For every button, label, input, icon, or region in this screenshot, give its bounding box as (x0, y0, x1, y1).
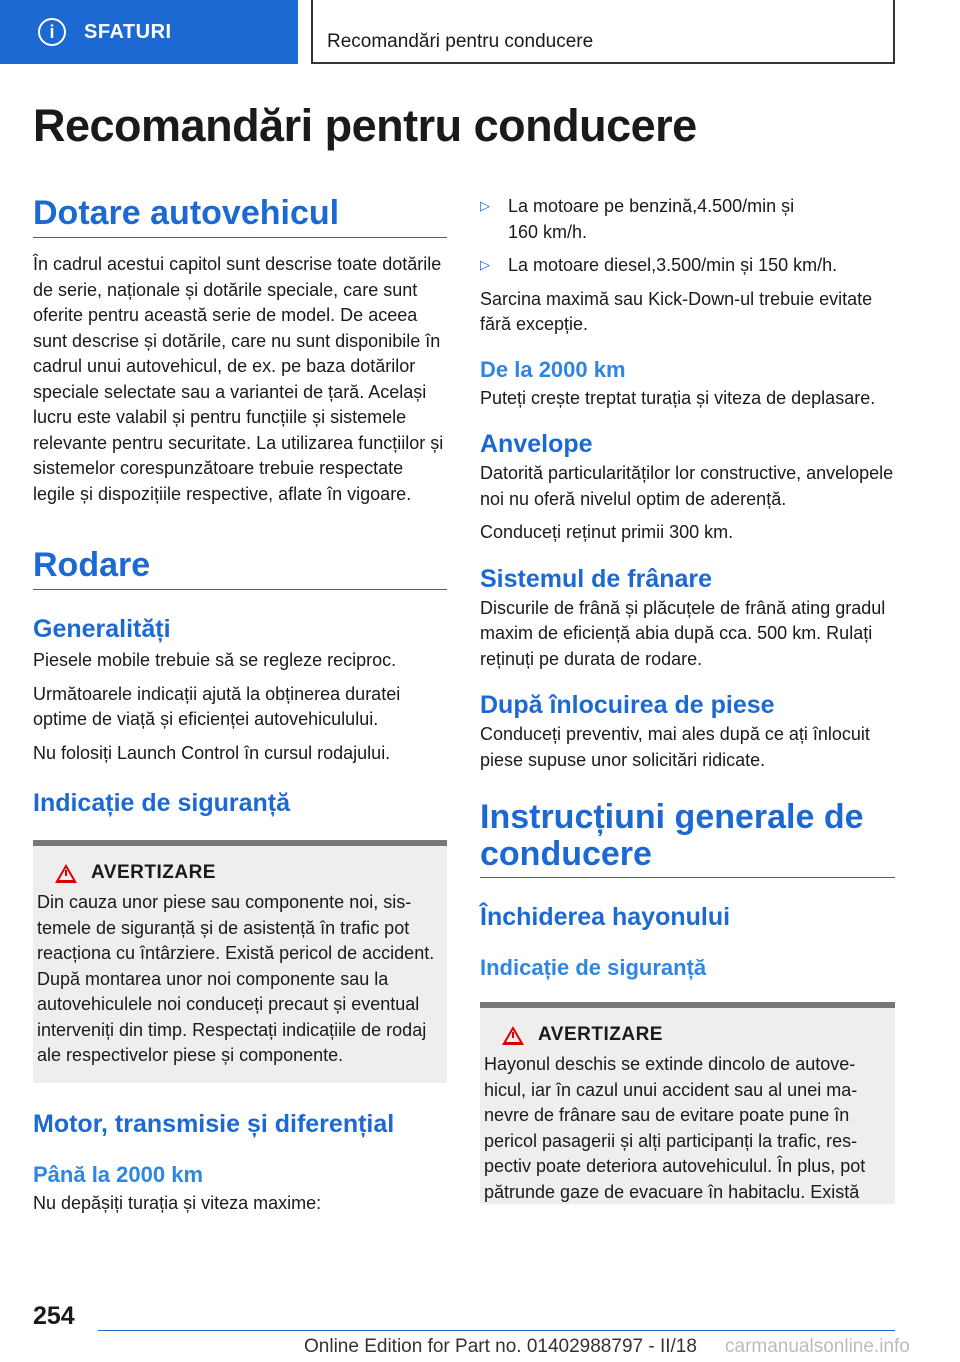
bullet-1: La motoare pe benzină,4.500/min și 160 km/h. (508, 196, 795, 242)
page-number: 254 (33, 1302, 75, 1330)
triangle-bullet-icon: ▷ (480, 198, 490, 213)
footer-edition: Online Edition for Part no. 01402988797 - II/18 (304, 1336, 697, 1357)
warning-text-right: Hayonul deschis se extinde dincolo de autovehicul, iar în cazul unui accident sau al unei manevre de frânare sau de evitare poate pune în pericol pasagerii și alți participanți la trafic, respectiv poate deteriora autovehiculul. În plus, pot pătrunde gaze de evacuare în habitaclu. Există (484, 1054, 866, 1202)
triangle-bullet-icon: ▷ (480, 257, 490, 272)
sarcina-text: Sarcina maximă sau Kick-Down-ul trebuie evitate fără excepție. (480, 288, 873, 334)
footer-rule (98, 1330, 895, 1331)
bullet-2: La motoare diesel,3.500/min și 150 km/h. (508, 255, 838, 275)
list-item (480, 253, 895, 279)
heading-motor: Motor, transmisie și diferențial (33, 1109, 395, 1138)
warning-box-right (480, 1002, 895, 1204)
anvelope-p1: Datorită particularităților lor constructive, anvelopele noi nu oferă nivelul optim de aderență. (480, 463, 894, 509)
heading-safety-right: Indicație de siguranță (480, 955, 707, 980)
warning-text-left: Din cauza unor piese sau componente noi, sistemele de siguranță și de asistență în trafic pot reacționa cu întârziere. Există pericol de accident. După montarea unor noi componente sau la autovehiculele noi conduceți precaut și eventual interveniți din timp. Respectați indicațiile de rodaj ale respectivelor piese și componente. (37, 892, 435, 1065)
warning-triangle-icon (502, 1026, 524, 1045)
header-title: Recomandări pentru conducere (327, 31, 594, 52)
heading-dela: De la 2000 km (480, 356, 626, 382)
list-item (480, 194, 895, 245)
anvelope-p2: Conduceți reținut primii 300 km. (480, 522, 734, 542)
pana-text: Nu depășiți turația și viteza maxime: (33, 1192, 322, 1213)
general-p3: Nu folosiți Launch Control în cursul rodajului. (33, 742, 391, 763)
page-title: Recomandări pentru conducere (33, 100, 697, 151)
heading-pana: Până la 2000 km (33, 1161, 204, 1187)
header-section-tab[interactable] (0, 0, 298, 64)
right-column (480, 194, 895, 1204)
warning-triangle-icon (55, 864, 77, 883)
info-icon: i (38, 18, 66, 46)
warning-title-left: AVERTIZARE (91, 862, 216, 883)
heading-safety-left: Indicație de siguranță (33, 789, 291, 817)
heading-dotare: Dotare autovehicul (33, 193, 447, 238)
dotare-text: În cadrul acestui capitol sunt descrise toate dotările de serie, naționale și dotările speciale, care sunt oferite pentru această serie de model. De aceea sunt descrise și dotările, care nu sunt disponibile în cadrul unui autovehicul, de ex. pe baza dotărilor speciale selectate sau a variantei de țară. Același lucru este valabil și pentru funcțiile și sistemele relevante pentru securitate. La utilizarea funcțiilor și sistemelor corespunzătoare trebuie respectate legile și dispozițiile respective, aflate în vigoare. (33, 254, 444, 504)
warning-title-right: AVERTIZARE (538, 1024, 663, 1045)
heading-hayon: Închiderea hayonului (480, 903, 731, 931)
franare-text: Discurile de frână și plăcuțele de frână ating gradul maxim de eficiență abia după cca. 500 km. Rulați reținuți pe durata de rodare. (480, 597, 886, 669)
header-section-label: SFATURI (84, 20, 172, 43)
warning-box-left (33, 840, 447, 1083)
header-title-box (311, 0, 895, 64)
general-p1: Piesele mobile trebuie să se regleze reciproc. (33, 650, 397, 670)
heading-anvelope: Anvelope (480, 430, 593, 458)
heading-dupa: După înlocuirea de piese (480, 691, 775, 719)
heading-rodare: Rodare (33, 545, 447, 590)
general-p2: Următoarele indicații ajută la obținerea duratei optime de viață și eficienței autovehiculului. (33, 683, 401, 729)
dela-text: Puteți crește treptat turația și viteza de deplasare. (480, 387, 876, 408)
dupa-text: Conduceți preventiv, mai ales după ce ați înlocuit piese supuse unor solicitări ridicate. (480, 724, 870, 770)
footer-watermark[interactable]: carmanualsonline.info (725, 1336, 910, 1357)
heading-franare: Sistemul de frânare (480, 564, 713, 593)
heading-generalitati: Generalități (33, 615, 171, 643)
heading-instructiuni: Instrucțiuni generale de conducere (480, 799, 895, 878)
left-column (33, 193, 447, 1216)
